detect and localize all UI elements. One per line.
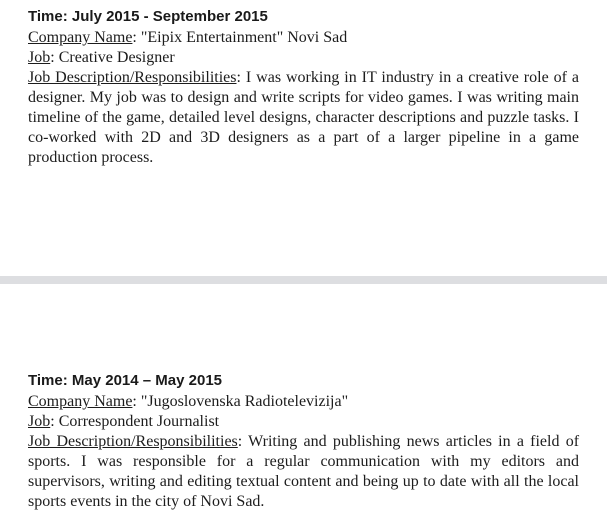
experience-entry-1 bbox=[28, 6, 579, 168]
time-heading: Time: May 2014 – May 2015 bbox=[28, 372, 223, 389]
job-line bbox=[28, 48, 579, 68]
job-value: Creative Designer bbox=[58, 49, 175, 66]
job-description-label: Job Description/Responsibilities bbox=[28, 69, 237, 86]
company-name-separator: : bbox=[132, 393, 141, 410]
page-break-separator bbox=[0, 276, 607, 284]
job-separator: : bbox=[50, 49, 59, 66]
job-description-paragraph bbox=[28, 432, 579, 512]
job-description-separator: : bbox=[236, 69, 246, 86]
job-separator: : bbox=[50, 413, 59, 430]
company-name-value: "Eipix Entertainment" Novi Sad bbox=[140, 29, 348, 46]
job-label: Job bbox=[28, 413, 51, 430]
time-heading: Time: July 2015 - September 2015 bbox=[28, 8, 268, 25]
company-line bbox=[28, 28, 579, 48]
company-name-separator: : bbox=[132, 29, 141, 46]
job-description-text: Writing and publishing news articles in a field of sports. I was responsible for a regular communication with my editors and supervisors, writing and editing textual content and being up to date with all the local sports events in the city of Novi Sad. bbox=[28, 433, 580, 510]
job-description-paragraph bbox=[28, 68, 579, 168]
job-description-label: Job Description/Responsibilities bbox=[28, 433, 238, 450]
job-value: Correspondent Journalist bbox=[58, 413, 220, 430]
experience-entry-2 bbox=[28, 370, 579, 512]
job-description-text: I was working in IT industry in a creative role of a designer. My job was to design and write scripts for video games. I was writing main timeline of the game, detailed level designs, character descriptions and puzzle tasks. I co-worked with 2D and 3D designers as a part of a larger pipeline in a game production process. bbox=[28, 69, 580, 166]
company-name-value: "Jugoslovenska Radiotelevizija" bbox=[140, 393, 349, 410]
job-line bbox=[28, 412, 579, 432]
job-description-separator: : bbox=[237, 433, 249, 450]
company-name-label: Company Name bbox=[28, 29, 133, 46]
job-label: Job bbox=[28, 49, 51, 66]
company-name-label: Company Name bbox=[28, 393, 133, 410]
company-line bbox=[28, 392, 579, 412]
